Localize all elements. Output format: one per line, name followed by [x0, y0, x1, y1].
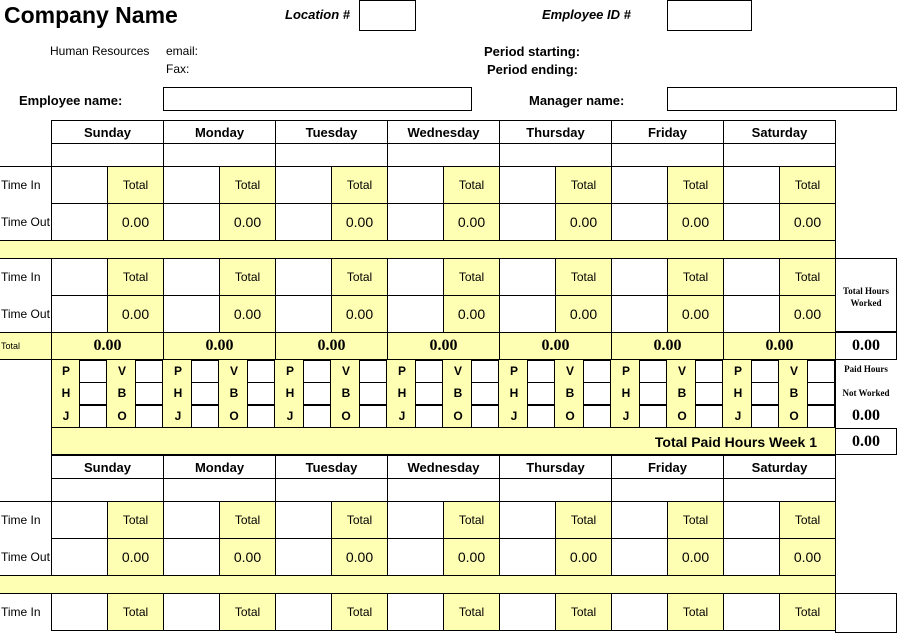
leave-code-letter: J: [734, 409, 742, 423]
date-input-tuesday[interactable]: [275, 478, 388, 502]
day-hours-value: 0.00: [779, 203, 836, 241]
date-input-wednesday[interactable]: [387, 478, 500, 502]
paid-hours-label: Paid Hours: [844, 364, 888, 374]
date-input-saturday[interactable]: [723, 478, 836, 502]
daily-total-wednesday: 0.00: [387, 332, 500, 360]
total-paid-week1-value: 0.00: [835, 428, 897, 455]
leave-code-input[interactable]: [583, 360, 611, 383]
total-label: Total: [331, 166, 388, 204]
leave-code-letter: O: [117, 409, 127, 423]
time-out-input-thursday[interactable]: [499, 538, 556, 576]
employee-id-label: Employee ID #: [542, 7, 631, 22]
time-in-label: Time In: [1, 512, 41, 527]
time-out-input-friday[interactable]: [611, 295, 668, 333]
time-out-input-thursday[interactable]: [499, 295, 556, 333]
date-input-tuesday[interactable]: [275, 143, 388, 167]
time-in-input-saturday[interactable]: [723, 501, 780, 539]
employee-name-label: Employee name:: [19, 93, 123, 108]
location-input[interactable]: [359, 0, 416, 31]
company-name: Company Name: [4, 2, 178, 28]
daily-total-monday: 0.00: [163, 332, 276, 360]
leave-code-input[interactable]: [527, 360, 555, 383]
time-out-input-wednesday[interactable]: [387, 203, 444, 241]
total-label: Total: [107, 258, 164, 296]
time-out-input-saturday[interactable]: [723, 538, 780, 576]
leave-code-input[interactable]: [247, 360, 275, 383]
total-label: Total: [779, 501, 836, 539]
date-input-saturday[interactable]: [723, 143, 836, 167]
row-label-frame: [0, 501, 52, 576]
total-hours-worked-box: [835, 258, 897, 332]
leave-code-letter: B: [229, 386, 239, 400]
leave-code-input[interactable]: [807, 405, 835, 428]
row-label-frame: [0, 166, 52, 241]
day-hours-value: 0.00: [779, 538, 836, 576]
time-out-label: Time Out: [1, 306, 50, 321]
day-hours-value: 0.00: [555, 538, 612, 576]
time-in-input-saturday[interactable]: [723, 258, 780, 296]
day-hours-value: 0.00: [107, 203, 164, 241]
leave-code-input[interactable]: [471, 382, 499, 405]
time-in-input-tuesday[interactable]: [275, 501, 332, 539]
time-out-input-wednesday[interactable]: [387, 295, 444, 333]
time-in-input-tuesday[interactable]: [275, 258, 332, 296]
leave-code-input[interactable]: [695, 360, 723, 383]
time-in-input-friday[interactable]: [611, 593, 668, 631]
leave-code-input[interactable]: [135, 360, 163, 383]
date-input-thursday[interactable]: [499, 143, 612, 167]
time-out-input-sunday[interactable]: [51, 295, 108, 333]
leave-code-letter: J: [398, 409, 406, 423]
time-in-input-sunday[interactable]: [51, 166, 108, 204]
day-hours-value: 0.00: [107, 295, 164, 333]
leave-code-letter: H: [733, 386, 743, 400]
leave-code-input[interactable]: [527, 405, 555, 428]
total-label: Total: [555, 258, 612, 296]
leave-code-input[interactable]: [751, 405, 779, 428]
leave-code-input[interactable]: [751, 360, 779, 383]
leave-code-input[interactable]: [135, 382, 163, 405]
period-ending-label: Period ending:: [487, 62, 578, 77]
leave-code-letter: P: [509, 364, 518, 378]
leave-code-input[interactable]: [527, 382, 555, 405]
total-label: Total: [219, 593, 276, 631]
day-hours-value: 0.00: [555, 203, 612, 241]
employee-id-input[interactable]: [667, 0, 752, 31]
total-label: Total: [219, 501, 276, 539]
leave-code-letter: H: [61, 386, 71, 400]
total-label: Total: [443, 501, 500, 539]
day-header-wednesday: Wednesday: [387, 455, 500, 479]
leave-code-letter: V: [453, 364, 462, 378]
leave-code-input[interactable]: [751, 382, 779, 405]
total-label: Total: [107, 593, 164, 631]
time-in-input-tuesday[interactable]: [275, 593, 332, 631]
day-header-monday: Monday: [163, 120, 276, 144]
date-input-sunday[interactable]: [51, 143, 164, 167]
leave-code-letter: O: [789, 409, 799, 423]
total-label: Total: [555, 593, 612, 631]
time-in-input-friday[interactable]: [611, 166, 668, 204]
day-header-sunday: Sunday: [51, 455, 164, 479]
leave-code-input[interactable]: [191, 360, 219, 383]
total-label: Total: [667, 501, 724, 539]
leave-code-input[interactable]: [807, 360, 835, 383]
time-in-input-wednesday[interactable]: [387, 258, 444, 296]
day-header-tuesday: Tuesday: [275, 120, 388, 144]
day-header-sunday: Sunday: [51, 120, 164, 144]
total-label: Total: [555, 166, 612, 204]
daily-total-sunday: 0.00: [51, 332, 164, 360]
day-hours-value: 0.00: [779, 295, 836, 333]
daily-total-thursday: 0.00: [499, 332, 612, 360]
location-label: Location #: [285, 7, 351, 22]
leave-code-letter: H: [173, 386, 183, 400]
leave-code-letter: J: [622, 409, 630, 423]
day-hours-value: 0.00: [219, 203, 276, 241]
total-label: Total: [331, 501, 388, 539]
leave-code-letter: B: [341, 386, 351, 400]
total-paid-week1-label: Total Paid Hours Week 1: [654, 433, 817, 450]
manager-name-label: Manager name:: [529, 93, 625, 108]
leave-code-letter: O: [341, 409, 351, 423]
leave-code-input[interactable]: [471, 360, 499, 383]
leave-code-input[interactable]: [695, 382, 723, 405]
time-out-input-saturday[interactable]: [723, 203, 780, 241]
leave-code-input[interactable]: [247, 382, 275, 405]
leave-code-letter: V: [341, 364, 350, 378]
leave-code-letter: H: [621, 386, 631, 400]
leave-code-input[interactable]: [359, 360, 387, 383]
daily-total-label: Total: [1, 341, 21, 351]
time-out-input-monday[interactable]: [163, 295, 220, 333]
leave-code-input[interactable]: [583, 382, 611, 405]
time-in-input-saturday[interactable]: [723, 166, 780, 204]
leave-code-input[interactable]: [583, 405, 611, 428]
time-in-input-thursday[interactable]: [499, 593, 556, 631]
leave-code-letter: O: [677, 409, 687, 423]
leave-code-input[interactable]: [415, 360, 443, 383]
day-hours-value: 0.00: [443, 538, 500, 576]
leave-code-letter: V: [229, 364, 238, 378]
date-input-wednesday[interactable]: [387, 143, 500, 167]
time-out-input-thursday[interactable]: [499, 203, 556, 241]
row-label-frame: [0, 258, 52, 333]
date-input-thursday[interactable]: [499, 478, 612, 502]
leave-code-letter: H: [285, 386, 295, 400]
day-header-monday: Monday: [163, 455, 276, 479]
date-input-sunday[interactable]: [51, 478, 164, 502]
total-label: Total: [107, 166, 164, 204]
day-header-tuesday: Tuesday: [275, 455, 388, 479]
leave-code-input[interactable]: [303, 405, 331, 428]
leave-code-input[interactable]: [247, 405, 275, 428]
time-in-input-thursday[interactable]: [499, 166, 556, 204]
day-hours-value: 0.00: [219, 538, 276, 576]
time-out-input-tuesday[interactable]: [275, 538, 332, 576]
leave-code-letter: V: [677, 364, 686, 378]
total-hours-worked-label: Total Hours Worked: [843, 286, 889, 308]
total-label: Total: [443, 258, 500, 296]
daily-total-saturday: 0.00: [723, 332, 836, 360]
day-header-friday: Friday: [611, 120, 724, 144]
leave-code-letter: J: [286, 409, 294, 423]
leave-code-input[interactable]: [79, 360, 107, 383]
department-text: Human Resources: [50, 44, 150, 58]
day-hours-value: 0.00: [443, 295, 500, 333]
leave-code-input[interactable]: [695, 405, 723, 428]
leave-code-letter: J: [510, 409, 518, 423]
time-out-input-monday[interactable]: [163, 538, 220, 576]
time-out-input-sunday[interactable]: [51, 203, 108, 241]
time-in-input-wednesday[interactable]: [387, 166, 444, 204]
total-label: Total: [555, 501, 612, 539]
leave-code-letter: P: [397, 364, 406, 378]
time-in-input-wednesday[interactable]: [387, 501, 444, 539]
paid-not-worked-value: 0.00: [852, 407, 880, 424]
total-label: Total: [443, 166, 500, 204]
day-hours-value: 0.00: [331, 203, 388, 241]
leave-code-letter: V: [565, 364, 574, 378]
leave-code-letter: J: [62, 409, 70, 423]
leave-code-input[interactable]: [79, 405, 107, 428]
total-label: Total: [219, 166, 276, 204]
date-input-monday[interactable]: [163, 478, 276, 502]
time-out-input-sunday[interactable]: [51, 538, 108, 576]
day-hours-value: 0.00: [667, 295, 724, 333]
total-label: Total: [667, 258, 724, 296]
time-out-input-monday[interactable]: [163, 203, 220, 241]
total-label: Total: [667, 593, 724, 631]
leave-code-input[interactable]: [639, 405, 667, 428]
time-in-input-monday[interactable]: [163, 258, 220, 296]
day-header-friday: Friday: [611, 455, 724, 479]
leave-code-input[interactable]: [303, 382, 331, 405]
time-in-input-monday[interactable]: [163, 501, 220, 539]
leave-code-letter: O: [229, 409, 239, 423]
total-label: Total: [667, 166, 724, 204]
time-in-input-tuesday[interactable]: [275, 166, 332, 204]
fax-label: Fax:: [166, 62, 190, 76]
day-header-thursday: Thursday: [499, 120, 612, 144]
leave-code-letter: J: [174, 409, 182, 423]
total-label: Total: [779, 593, 836, 631]
leave-code-letter: P: [733, 364, 742, 378]
date-input-monday[interactable]: [163, 143, 276, 167]
leave-code-letter: P: [61, 364, 70, 378]
leave-code-input[interactable]: [807, 382, 835, 405]
time-out-label: Time Out: [1, 549, 50, 564]
day-hours-value: 0.00: [443, 203, 500, 241]
leave-code-letter: H: [509, 386, 519, 400]
leave-code-input[interactable]: [471, 405, 499, 428]
time-in-input-sunday[interactable]: [51, 593, 108, 631]
leave-code-letter: V: [117, 364, 126, 378]
time-in-label: Time In: [1, 269, 41, 284]
day-hours-value: 0.00: [331, 295, 388, 333]
total-label: Total: [779, 258, 836, 296]
day-hours-value: 0.00: [667, 203, 724, 241]
date-input-friday[interactable]: [611, 143, 724, 167]
leave-code-input[interactable]: [191, 382, 219, 405]
time-in-input-sunday[interactable]: [51, 501, 108, 539]
time-in-input-friday[interactable]: [611, 501, 668, 539]
total-label: Total: [443, 593, 500, 631]
leave-code-input[interactable]: [359, 382, 387, 405]
time-in-input-thursday[interactable]: [499, 501, 556, 539]
date-input-friday[interactable]: [611, 478, 724, 502]
time-in-input-friday[interactable]: [611, 258, 668, 296]
total-label: Total: [779, 166, 836, 204]
day-hours-value: 0.00: [331, 538, 388, 576]
total-hours-worked-box: [835, 593, 897, 633]
leave-code-letter: B: [677, 386, 687, 400]
total-label: Total: [107, 501, 164, 539]
leave-code-letter: V: [789, 364, 798, 378]
day-header-saturday: Saturday: [723, 455, 836, 479]
leave-code-letter: P: [173, 364, 182, 378]
not-worked-label: Not Worked: [842, 388, 890, 398]
time-out-input-friday[interactable]: [611, 538, 668, 576]
total-label: Total: [331, 258, 388, 296]
day-hours-value: 0.00: [555, 295, 612, 333]
day-header-wednesday: Wednesday: [387, 120, 500, 144]
time-in-input-saturday[interactable]: [723, 593, 780, 631]
leave-code-input[interactable]: [639, 360, 667, 383]
day-hours-value: 0.00: [219, 295, 276, 333]
leave-code-input[interactable]: [303, 360, 331, 383]
leave-code-input[interactable]: [415, 405, 443, 428]
time-in-input-thursday[interactable]: [499, 258, 556, 296]
leave-code-input[interactable]: [79, 382, 107, 405]
separator-band: [0, 575, 836, 594]
time-in-label: Time In: [1, 177, 41, 192]
leave-code-letter: B: [565, 386, 575, 400]
day-header-thursday: Thursday: [499, 455, 612, 479]
daily-total-friday: 0.00: [611, 332, 724, 360]
day-hours-value: 0.00: [107, 538, 164, 576]
time-in-input-wednesday[interactable]: [387, 593, 444, 631]
day-hours-value: 0.00: [667, 538, 724, 576]
time-in-label: Time In: [1, 604, 41, 619]
day-header-saturday: Saturday: [723, 120, 836, 144]
time-in-input-sunday[interactable]: [51, 258, 108, 296]
separator-band: [0, 240, 836, 259]
time-in-input-monday[interactable]: [163, 593, 220, 631]
leave-code-letter: P: [621, 364, 630, 378]
leave-code-letter: O: [453, 409, 463, 423]
time-out-label: Time Out: [1, 214, 50, 229]
time-out-input-tuesday[interactable]: [275, 203, 332, 241]
leave-code-input[interactable]: [135, 405, 163, 428]
time-out-input-saturday[interactable]: [723, 295, 780, 333]
period-starting-label: Period starting:: [484, 44, 581, 59]
leave-code-letter: B: [117, 386, 127, 400]
email-label: email:: [166, 44, 199, 58]
time-out-input-tuesday[interactable]: [275, 295, 332, 333]
leave-code-input[interactable]: [191, 405, 219, 428]
leave-code-letter: H: [397, 386, 407, 400]
time-in-input-monday[interactable]: [163, 166, 220, 204]
leave-code-letter: B: [789, 386, 799, 400]
total-hours-worked-value: 0.00: [835, 332, 897, 360]
employee-name-input[interactable]: [163, 87, 472, 111]
leave-code-letter: P: [285, 364, 294, 378]
daily-total-tuesday: 0.00: [275, 332, 388, 360]
total-label: Total: [219, 258, 276, 296]
total-label: Total: [331, 593, 388, 631]
leave-code-input[interactable]: [359, 405, 387, 428]
leave-code-letter: B: [453, 386, 463, 400]
leave-code-input[interactable]: [639, 382, 667, 405]
manager-name-input[interactable]: [667, 87, 897, 111]
time-out-input-friday[interactable]: [611, 203, 668, 241]
time-out-input-wednesday[interactable]: [387, 538, 444, 576]
leave-code-input[interactable]: [415, 382, 443, 405]
leave-code-letter: O: [565, 409, 575, 423]
